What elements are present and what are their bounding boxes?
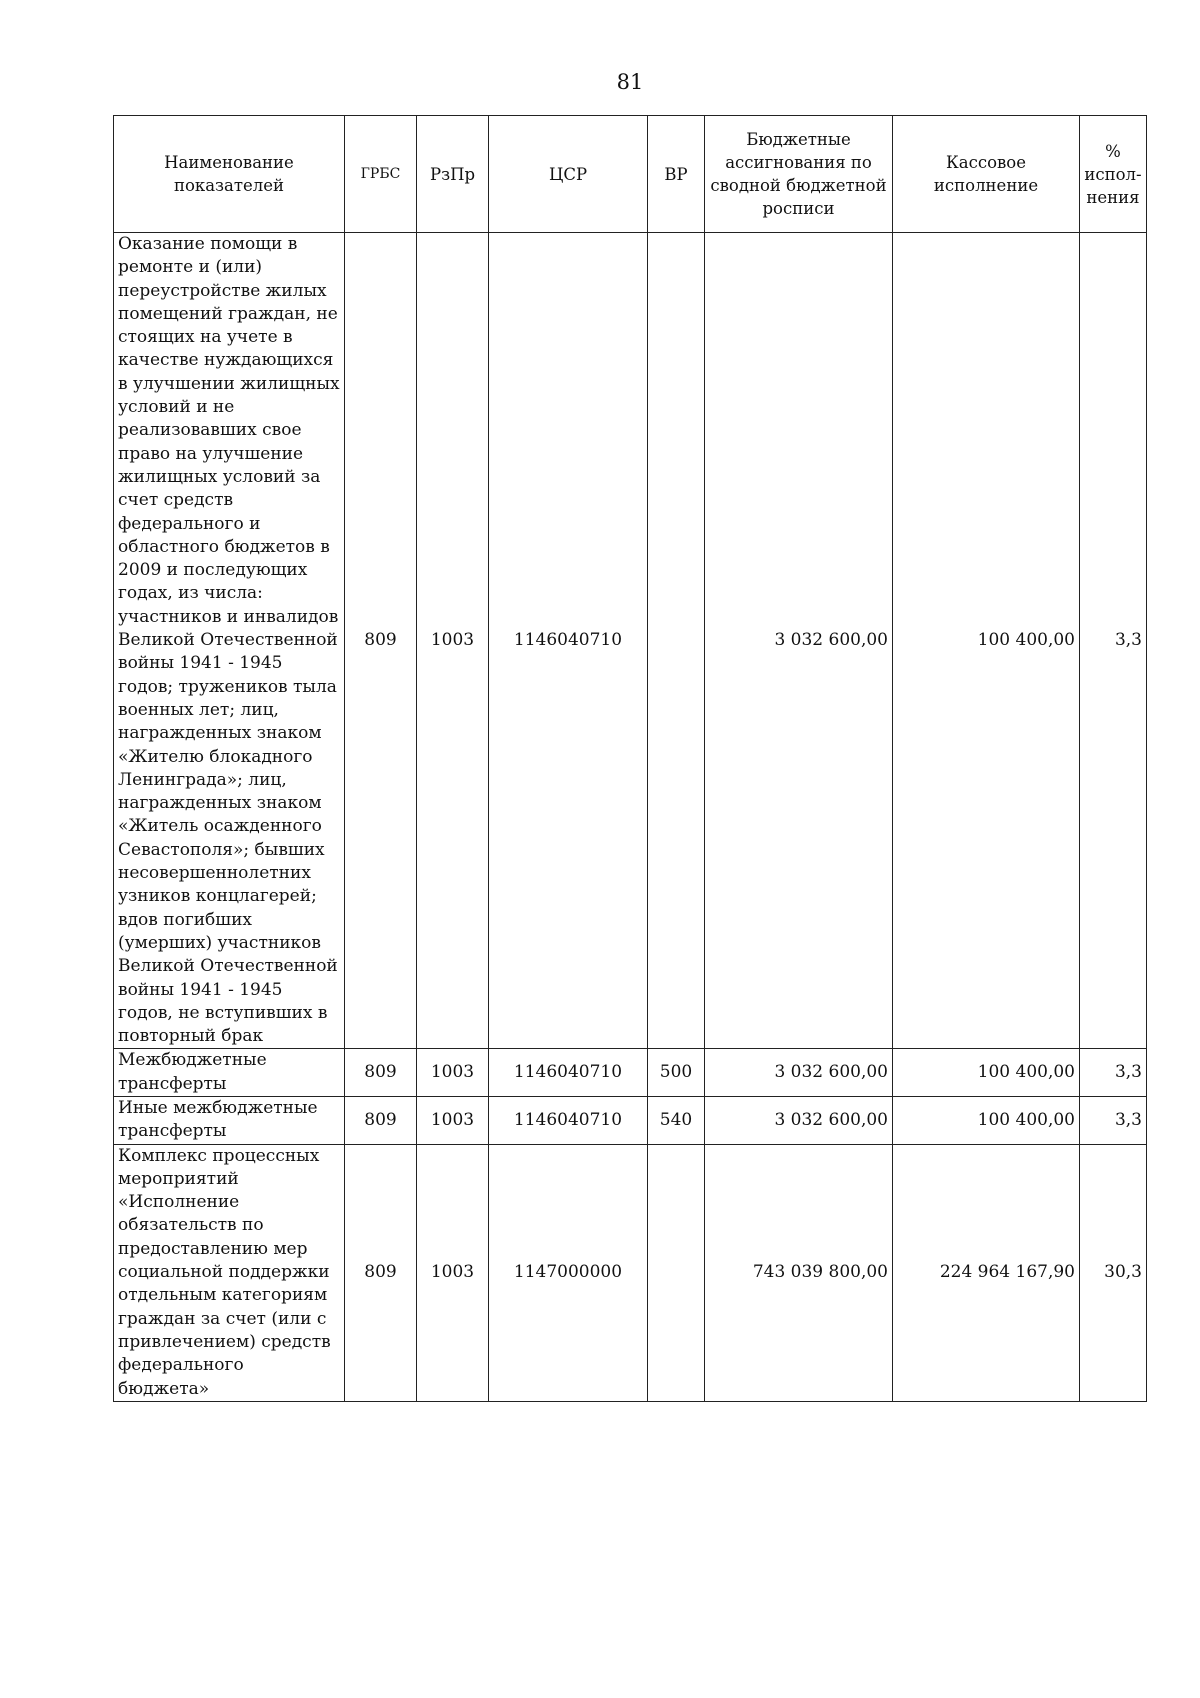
row-budget: 3 032 600,00 <box>705 233 893 1049</box>
row-rzpr: 1003 <box>417 233 489 1049</box>
row-grbs: 809 <box>345 1049 417 1097</box>
table-header-row <box>114 116 1147 233</box>
header-budget: Бюджетные ассигнования по сводной бюджетной росписи <box>705 116 893 233</box>
row-grbs: 809 <box>345 1096 417 1144</box>
header-csr: ЦСР <box>489 116 648 233</box>
header-percent: % испол-нения <box>1080 116 1147 233</box>
row-csr: 1146040710 <box>489 1049 648 1097</box>
row-grbs: 809 <box>345 1144 417 1401</box>
row-vr: 500 <box>648 1049 705 1097</box>
row-cash: 224 964 167,90 <box>893 1144 1080 1401</box>
row-cash: 100 400,00 <box>893 1096 1080 1144</box>
header-rzpr: РзПр <box>417 116 489 233</box>
row-name: Межбюджетные трансферты <box>114 1049 345 1097</box>
row-percent: 3,3 <box>1080 233 1147 1049</box>
row-name: Иные межбюджетные трансферты <box>114 1096 345 1144</box>
row-name: Оказание помощи в ремонте и (или) переустройстве жилых помещений граждан, не стоящих на учете в качестве нуждающихся в улучшении жилищных условий и не реализовавших свое право на улучшение жилищных условий за счет средств федерального и областного бюджетов в 2009 и последующих годах, из числа: участников и инвалидов Великой Отечественной войны 1941 - 1945 годов; тружеников тыла военных лет; лиц, награжденных знаком «Жителю блокадного Ленинграда»; лиц, награжденных знаком «Житель осажденного Севастополя»; бывших несовершеннолетних узников концлагерей; вдов погибших (умерших) участников Великой Отечественной войны 1941 - 1945 годов, не вступивших в повторный брак <box>114 233 345 1049</box>
row-percent: 30,3 <box>1080 1144 1147 1401</box>
row-percent: 3,3 <box>1080 1049 1147 1097</box>
row-csr: 1146040710 <box>489 1096 648 1144</box>
row-name: Комплекс процессных мероприятий «Исполнение обязательств по предоставлению мер социальной поддержки отдельным категориям граждан за счет (или с привлечением) средств федерального бюджета» <box>114 1144 345 1401</box>
row-vr <box>648 1144 705 1401</box>
row-budget: 3 032 600,00 <box>705 1049 893 1097</box>
row-vr: 540 <box>648 1096 705 1144</box>
row-rzpr: 1003 <box>417 1096 489 1144</box>
table-row <box>114 1096 1147 1144</box>
row-rzpr: 1003 <box>417 1049 489 1097</box>
budget-execution-table <box>113 115 1147 1402</box>
row-cash: 100 400,00 <box>893 233 1080 1049</box>
table-row <box>114 1144 1147 1401</box>
row-budget: 3 032 600,00 <box>705 1096 893 1144</box>
row-grbs: 809 <box>345 233 417 1049</box>
header-cash: Кассовое исполнение <box>893 116 1080 233</box>
table-row <box>114 1049 1147 1097</box>
row-rzpr: 1003 <box>417 1144 489 1401</box>
table-row <box>114 233 1147 1049</box>
row-budget: 743 039 800,00 <box>705 1144 893 1401</box>
page-number: 81 <box>616 70 644 94</box>
row-csr: 1147000000 <box>489 1144 648 1401</box>
row-cash: 100 400,00 <box>893 1049 1080 1097</box>
header-name: Наименование показателей <box>114 116 345 233</box>
row-csr: 1146040710 <box>489 233 648 1049</box>
row-percent: 3,3 <box>1080 1096 1147 1144</box>
header-vr: ВР <box>648 116 705 233</box>
row-vr <box>648 233 705 1049</box>
header-grbs: ГРБС <box>345 116 417 233</box>
